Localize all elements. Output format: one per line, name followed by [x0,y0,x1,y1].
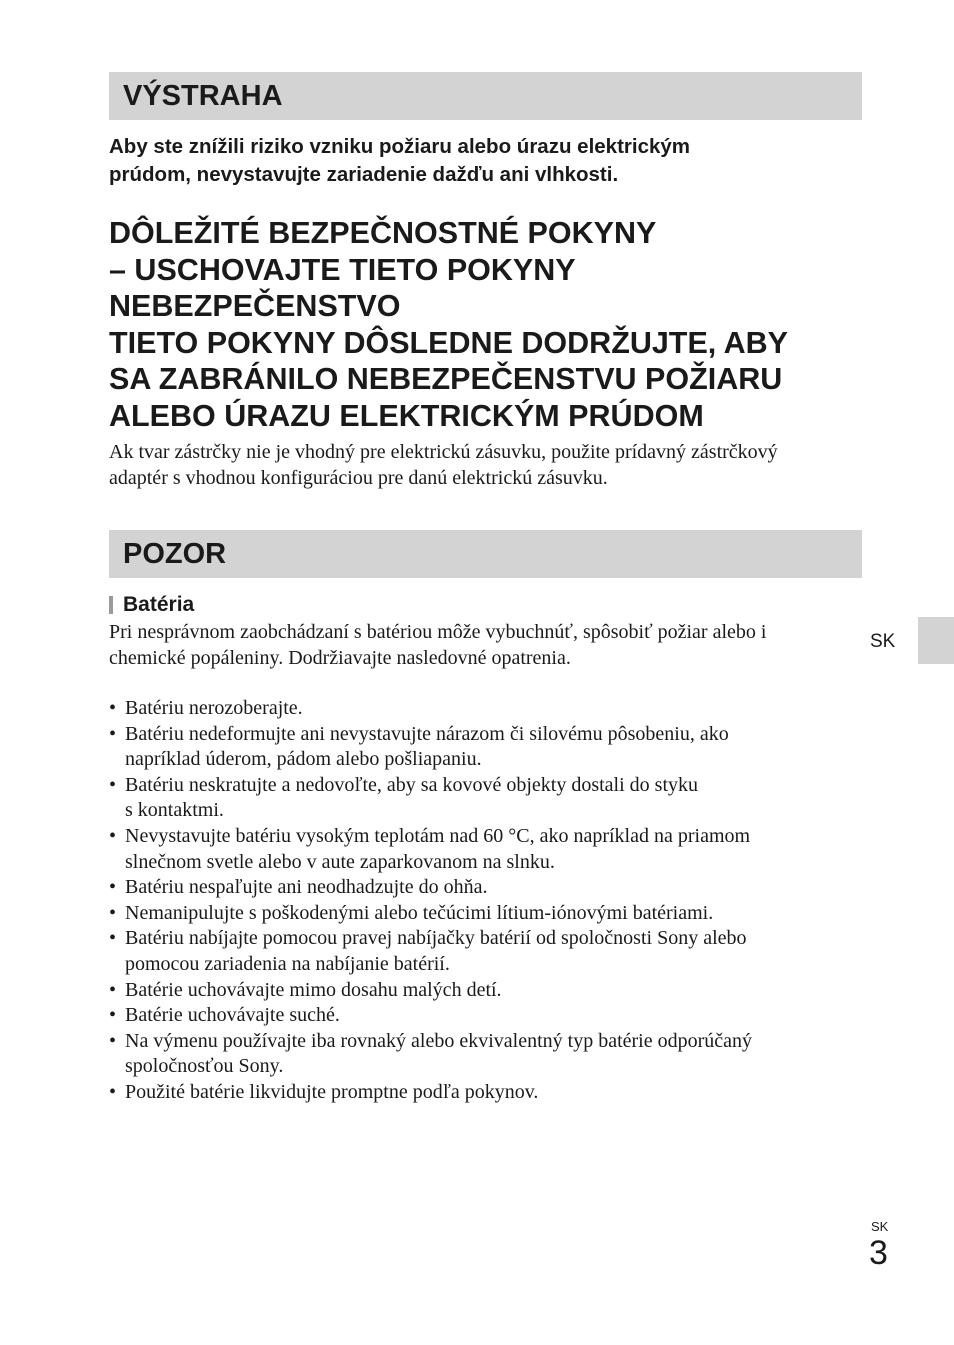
bullet-dot: • [109,978,117,1001]
bullet-dot: • [109,927,117,950]
bullet-dot: • [109,697,117,719]
list-item-line: s kontaktmi. [125,799,224,822]
page-language-code: SK [871,1219,889,1234]
plug-note-line: adaptér s vhodnou konfiguráciou pre danú elektrickú zásuvku. [109,466,608,489]
list-item-line: Nemanipulujte s poškodenými alebo tečúcimi lítium-iónovými batériami. [125,901,714,924]
warning-text [109,133,869,189]
plug-note [109,440,869,491]
list-item-line: Batériu neskratujte a nedovoľte, aby sa kovové objekty dostali do styku [125,773,698,796]
list-item-line: Nevystavujte batériu vysokým teplotám nad 60 °C, ako napríklad na priamom [125,824,751,847]
battery-subheading-label: Batéria [123,593,195,616]
list-item-line: napríklad úderom, pádom alebo pošliapaniu. [125,748,482,771]
warning-text-line: Aby ste znížili riziko vzniku požiaru alebo úrazu elektrickým [109,135,690,158]
battery-intro-line: chemické popáleniny. Dodržiavajte nasledovné opatrenia. [109,646,571,669]
bullet-dot: • [109,824,117,847]
list-item [109,773,849,824]
language-side-label: SK [870,631,896,652]
warning-header-band [109,72,862,120]
list-item [109,978,849,1004]
safety-heading-line: NEBEZPEČENSTVO [109,289,401,324]
list-item [109,722,849,773]
bullet-dot: • [109,901,117,924]
list-item-line: Batérie uchovávajte mimo dosahu malých detí. [125,978,502,1001]
safety-heading-line: – USCHOVAJTE TIETO POKYNY [109,252,576,287]
bullet-dot: • [109,1004,117,1027]
bullet-dot: • [109,722,117,745]
language-side-tab [918,617,954,664]
bullet-dot: • [109,773,117,796]
safety-heading [109,215,869,435]
list-item-line: pomocou zariadenia na nabíjanie batérií. [125,952,450,975]
list-item-line: spoločnosťou Sony. [125,1055,284,1078]
list-item [109,926,849,977]
bullet-dot: • [109,1080,117,1103]
warning-text-line: prúdom, nevystavujte zariadenie dažďu ani vlhkosti. [109,163,619,186]
list-item-line: Použité batérie likvidujte promptne podľa pokynov. [125,1080,539,1103]
plug-note-line: Ak tvar zástrčky nie je vhodný pre elektrickú zásuvku, použite prídavný zástrčkový [109,441,778,463]
list-item-line: Batérie uchovávajte suché. [125,1004,340,1027]
list-item-line: Batériu nerozoberajte. [125,697,303,719]
list-item [109,875,849,901]
battery-intro [109,620,869,671]
list-item-line: Batériu nabíjajte pomocou pravej nabíjačky batérií od spoločnosti Sony alebo [125,927,747,950]
list-item [109,1080,849,1106]
bullet-dot: • [109,1029,117,1052]
list-item [109,901,849,927]
list-item [109,696,849,722]
list-item-line: Na výmenu používajte iba rovnaký alebo ekvivalentný typ batérie odporúčaný [125,1029,753,1052]
page-number: 3 [869,1234,888,1272]
safety-heading-line: ALEBO ÚRAZU ELEKTRICKÝM PRÚDOM [109,398,704,433]
safety-heading-line: TIETO POKYNY DÔSLEDNE DODRŽUJTE, ABY [109,325,788,360]
battery-intro-line: Pri nesprávnom zaobchádzaní s batériou môže vybuchnúť, spôsobiť požiar alebo i [109,621,767,643]
list-item [109,1029,849,1080]
list-item [109,1003,849,1029]
list-item-line: Batériu nespaľujte ani neodhadzujte do ohňa. [125,876,488,899]
list-item-line: slnečnom svetle alebo v aute zaparkovanom na slnku. [125,850,555,873]
warning-title: VÝSTRAHA [123,80,283,112]
list-item-line: Batériu nedeformujte ani nevystavujte nárazom či silovému pôsobeniu, ako [125,722,729,745]
list-item [109,824,849,875]
safety-heading-line: DÔLEŽITÉ BEZPEČNOSTNÉ POKYNY [109,216,657,250]
subheading-marker [109,596,113,614]
battery-subheading [109,591,194,619]
safety-heading-line: SA ZABRÁNILO NEBEZPEČENSTVU POŽIARU [109,362,783,397]
caution-title: POZOR [123,538,227,570]
caution-header-band [109,530,862,578]
battery-precautions-list [109,696,849,1106]
bullet-dot: • [109,876,117,899]
